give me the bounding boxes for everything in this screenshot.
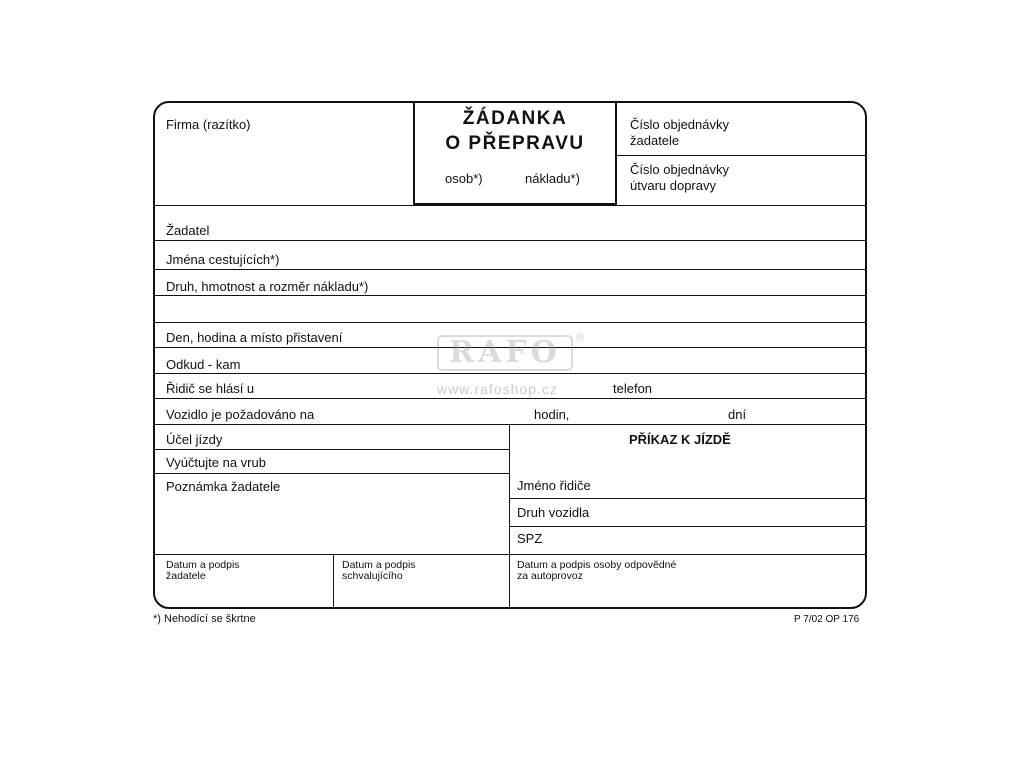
order-number-applicant-label-line1: Číslo objednávky (630, 117, 729, 132)
order-number-transport-label-line1: Číslo objednávky (630, 162, 729, 177)
passenger-names-label: Jména cestujících*) (166, 252, 280, 267)
form-code: P 7/02 OP 176 (794, 614, 860, 625)
approver-signature-label-line1: Datum a podpis (342, 559, 416, 571)
divider (155, 240, 867, 241)
vehicle-type-label: Druh vozidla (517, 505, 590, 520)
divider (509, 498, 867, 499)
registered-mark: ® (576, 332, 585, 344)
divider (155, 424, 867, 425)
applicant-signature-label-line2: žadatele (166, 570, 206, 582)
driver-name-label: Jméno řidiče (517, 478, 591, 493)
driver-reports-label: Řidič se hlásí u (166, 381, 255, 396)
bill-to-label: Vyúčtujte na vrub (166, 455, 266, 470)
divider (155, 554, 867, 555)
fleet-manager-signature-label-line1: Datum a podpis osoby odpovědné (517, 559, 677, 571)
days-label: dní (728, 407, 747, 422)
from-to-label: Odkud - kam (166, 357, 241, 372)
divider (155, 295, 867, 296)
watermark-logo: RAFO (437, 335, 573, 371)
zadatel-label: Žadatel (166, 223, 210, 238)
nakladu-option[interactable]: nákladu*) (525, 171, 580, 186)
divider (155, 398, 867, 399)
divider (509, 526, 867, 527)
form-title-line1: ŽÁDANKA (462, 108, 568, 129)
approver-signature-label-line2: schvalujícího (342, 570, 403, 582)
applicant-signature-label-line1: Datum a podpis (166, 559, 240, 571)
divider (509, 424, 510, 609)
fleet-manager-signature-label-line2: za autoprovoz (517, 570, 583, 582)
drive-order-heading: PŘÍKAZ K JÍZDĚ (629, 432, 731, 447)
hours-label: hodin, (534, 407, 570, 422)
trip-purpose-label: Účel jízdy (166, 432, 223, 447)
plate-number-label: SPZ (517, 531, 543, 546)
divider (333, 554, 334, 609)
divider (617, 155, 867, 156)
osob-option[interactable]: osob*) (445, 171, 483, 186)
cargo-type-label: Druh, hmotnost a rozměr nákladu*) (166, 279, 369, 294)
form-title-line2: O PŘEPRAVU (445, 133, 585, 154)
firma-label: Firma (razítko) (166, 117, 251, 132)
divider (155, 373, 867, 374)
vehicle-required-label: Vozidlo je požadováno na (166, 407, 315, 422)
order-number-transport-label-line2: útvaru dopravy (630, 178, 716, 193)
divider (155, 205, 867, 206)
divider (155, 269, 867, 270)
day-hour-place-label: Den, hodina a místo přistavení (166, 330, 343, 345)
telephone-label: telefon (613, 381, 653, 396)
order-number-applicant-label-line2: žadatele (630, 133, 680, 148)
divider (155, 473, 509, 474)
divider (155, 449, 509, 450)
applicant-note-label: Poznámka žadatele (166, 479, 281, 494)
divider (155, 322, 867, 323)
watermark-url: www.rafoshop.cz (437, 381, 558, 397)
footer-note: *) Nehodící se škrtne (153, 613, 256, 625)
